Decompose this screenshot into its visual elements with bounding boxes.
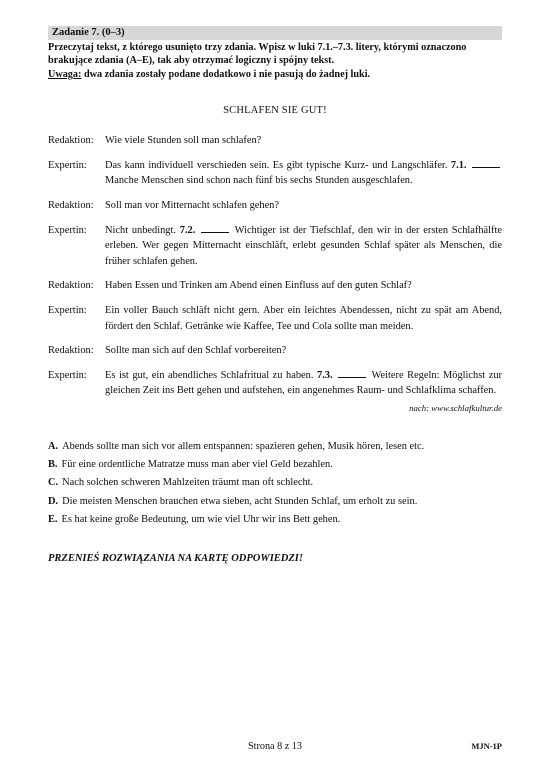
option-text: Nach solchen schweren Mahlzeiten träumt man oft schlecht. (62, 477, 314, 489)
dialogue-row (48, 133, 502, 149)
speech-text: Soll man vor Mitternacht schlafen gehen? (105, 199, 279, 211)
option-text: Abends sollte man sich vor allem entspannen: spazieren gehen, Musik hören, lesen etc. (62, 441, 425, 453)
option-letter: E. (48, 513, 58, 525)
note-text: dwa zdania zostały podane dodatkowo i nie pasują do żadnej luki. (81, 68, 371, 80)
gap-number: 7.3. (317, 369, 333, 381)
speech-after-gap: Wichtiger ist der Tiefschlaf, den wir in der ersten Schlafhälfte erleben. Wer gegen Mitternacht einschläft, erlebt gesunden Schlaf später als Menschen, die früher schlafen gehen. (105, 224, 503, 267)
dialogue-row (48, 303, 502, 334)
task-instruction (48, 41, 502, 81)
answer-option (48, 457, 502, 473)
answer-option (48, 475, 502, 491)
page-number: Strona 8 z 13 (247, 741, 303, 752)
dialogue-row (48, 278, 502, 294)
dialogue-row (48, 158, 502, 189)
answer-option (48, 494, 502, 510)
task-header: Zadanie 7. (0–3) (48, 26, 502, 40)
speaker-label: Redaktion: (48, 135, 94, 147)
transfer-instruction: PRZENIEŚ ROZWIĄZANIA NA KARTĘ ODPOWIEDZI! (48, 553, 303, 565)
speech-text (105, 158, 502, 189)
speech-before-gap: Es ist gut, ein abendliches Schlafritual zu haben. (105, 369, 317, 381)
option-letter: C. (48, 477, 59, 489)
source-citation: nach: www.schlafkultur.de (409, 403, 502, 414)
gap-blank[interactable] (472, 158, 500, 168)
speech-text: Ein voller Bauch schläft nicht gern. Aber ein leichtes Abendessen, nicht zu spät am Abend, fördert den Schlaf. Getränke wie Kaffee, Tee und Cola sollte man meiden. (105, 304, 502, 332)
speech-text: Sollte man sich auf den Schlaf vorbereiten? (105, 345, 287, 357)
option-letter: A. (48, 441, 59, 453)
speech-before-gap: Nicht unbedingt. (105, 224, 180, 236)
note-label: Uwaga: (48, 68, 82, 80)
speech-text (105, 223, 502, 270)
option-text: Für eine ordentliche Matratze muss man aber viel Geld bezahlen. (61, 459, 333, 471)
gap-blank[interactable] (201, 223, 229, 233)
option-letter: D. (48, 495, 59, 507)
instruction-text: Przeczytaj tekst, z którego usunięto trzy zdania. Wpisz w luki 7.1.–7.3. litery, którymi oznaczono brakujące zdania (A–E), tak aby otrzymać logiczny i spójny tekst. (48, 42, 467, 67)
speaker-label: Expertin: (48, 224, 87, 236)
speaker-label: Expertin: (48, 304, 87, 316)
option-letter: B. (48, 459, 58, 471)
interview-dialogue (48, 133, 502, 415)
dialogue-row (48, 343, 502, 359)
speaker-label: Expertin: (48, 369, 87, 381)
speaker-label: Redaktion: (48, 199, 94, 211)
option-text: Die meisten Menschen brauchen etwa sieben, acht Stunden Schlaf, um erholt zu sein. (62, 495, 418, 507)
dialogue-row (48, 198, 502, 214)
option-text: Es hat keine große Bedeutung, um wie viel Uhr wir ins Bett gehen. (61, 513, 341, 525)
answer-option (48, 512, 502, 528)
answer-options (48, 439, 502, 527)
speech-text: Wie viele Stunden soll man schlafen? (105, 135, 262, 147)
gap-number: 7.2. (179, 224, 196, 236)
speech-after-gap: Manche Menschen sind schon nach fünf bis sechs Stunden ausgeschlafen. (105, 175, 413, 187)
text-title: SCHLAFEN SIE GUT! (223, 105, 327, 117)
gap-blank[interactable] (338, 368, 366, 378)
dialogue-row (48, 223, 502, 270)
speech-text (105, 368, 502, 399)
gap-number: 7.1. (450, 159, 467, 171)
dialogue-row (48, 368, 502, 399)
speech-after-gap: Weitere Regeln: Möglichst zur gleichen Zeit ins Bett gehen und aufstehen, ein angenehmes Raum- und Schlafklima schaffen. (105, 369, 502, 397)
speaker-label: Redaktion: (48, 280, 94, 292)
speech-text: Haben Essen und Trinken am Abend einen Einfluss auf den guten Schlaf? (105, 280, 412, 292)
exam-page (48, 26, 502, 567)
speaker-label: Expertin: (48, 159, 87, 171)
speaker-label: Redaktion: (48, 345, 94, 357)
exam-code: MJN-1P (471, 741, 502, 751)
answer-option (48, 439, 502, 455)
speech-before-gap: Das kann individuell verschieden sein. Es gibt typische Kurz- und Langschläfer. (105, 159, 451, 171)
